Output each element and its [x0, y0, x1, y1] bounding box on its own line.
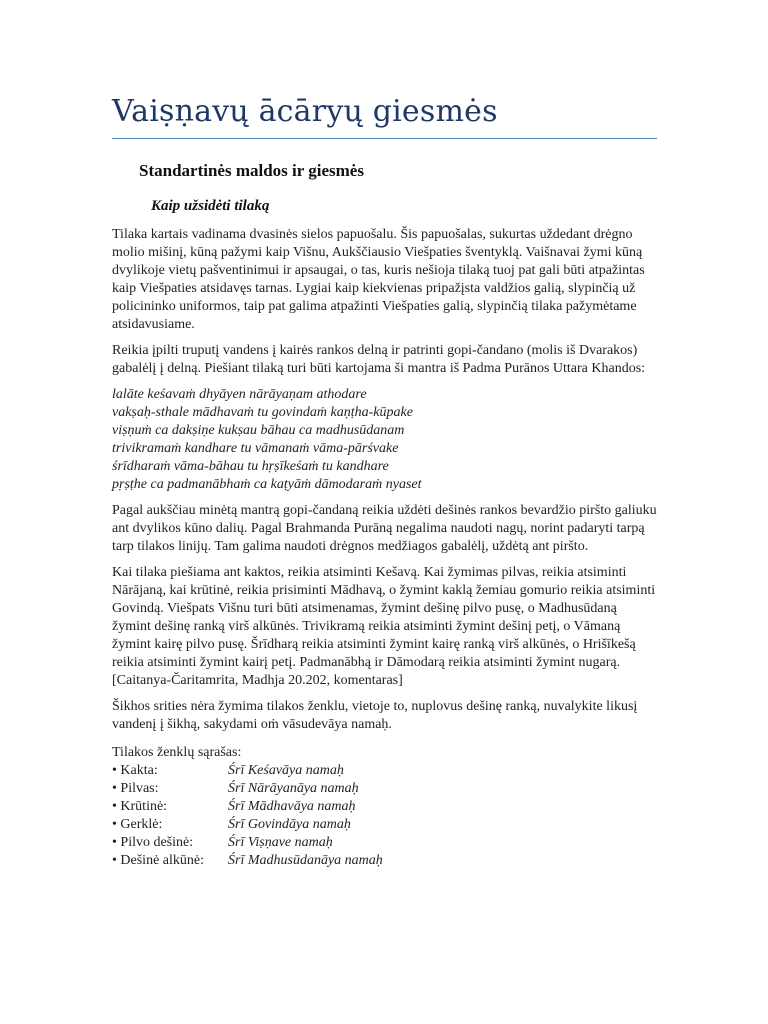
verse-line: vakṣaḥ-sthale mādhavaṁ tu govindaṁ kaṇṭha-kūpake [112, 405, 413, 420]
list-item [112, 816, 657, 834]
list-item-label: • Kakta: [112, 763, 158, 778]
list-item-mantra: Śrī Govindāya namaḥ [228, 817, 351, 832]
list-heading: Tilakos ženklų sąrašas: [112, 745, 242, 760]
verse-line: lalāte keśavaṁ dhyāyen nārāyaṇam athodare [112, 387, 367, 402]
list-item [112, 762, 657, 780]
paragraph-remembrance: Kai tilaka piešiama ant kaktos, reikia atsiminti Kešavą. Kai žymimas pilvas, reikia atsiminti Nārājaną, kai krūtinė, reikia prisiminti Mādhavą, o žymint kaklą žemiau gomurio reikia atsiminti Govindą. Viešpats Višnu turi būti atsimenamas, žymint dešinę pilvo pusę, o Madhusūdaną žymint dešinę ranką virš alkūnės. Trivikramą reikia atsiminti žymint dešinį petį, o Vāmaną žymint kairę pilvo pusę. Šrīdharą reikia atsiminti žymint kairę ranką virš alkūnės, o Hrišīkešą reikia atsiminti žymint kairį petį. Padmanābhą ir Dāmodarą reikia atsiminti žymint nugarą. [Caitanya-Čaritamrita, Madhja 20.202, komentaras] [112, 565, 656, 688]
list-item-mantra: Śrī Madhusūdanāya namaḥ [228, 853, 383, 868]
list-item [112, 834, 657, 852]
paragraph-sikha: Šikhos srities nėra žymima tilakos ženklu, vietoje to, nuplovus dešinę ranką, nuvalykite likusį vandenį į šikhą, sakydami oṁ vāsudevāya namaḥ. [112, 699, 638, 732]
list-item [112, 852, 657, 870]
list-item-label: • Pilvas: [112, 781, 159, 796]
list-item [112, 798, 657, 816]
list-item-mantra: Śrī Keśavāya namaḥ [228, 763, 344, 778]
subsection-heading: Kaip užsidėti tilaką [151, 198, 270, 214]
page-title: Vaiṣṇavų ācāryų giesmės [112, 94, 498, 129]
tilaka-list [112, 744, 657, 870]
list-item-label: • Krūtinė: [112, 799, 168, 814]
section-heading: Standartinės maldos ir giesmės [139, 161, 364, 180]
verse-line: trivikramaṁ kandhare tu vāmanaṁ vāma-pārśvake [112, 441, 399, 456]
mantra-verses [112, 386, 657, 494]
list-item-mantra: Śrī Nārāyanāya namaḥ [228, 781, 359, 796]
verse-line: śrīdharaṁ vāma-bāhau tu hṛṣīkeśaṁ tu kandhare [112, 459, 389, 474]
paragraph-instructions: Reikia įpilti truputį vandens į kairės rankos delną ir patrinti gopi-čandano (molis iš Dvarakos) gabalėlį į delną. Piešiant tilaką turi būti kartojama ši mantra iš Padma Purānos Uttara Khandos: [112, 343, 646, 376]
verse-line: pṛṣṭhe ca padmanābhaṁ ca kaṭyāṁ dāmodaraṁ nyaset [112, 477, 422, 492]
list-item [112, 780, 657, 798]
paragraph-application: Pagal aukščiau minėtą mantrą gopi-čandaną reikia uždėti dešinės rankos bevardžio piršto galiuku ant dvylikos kūno dalių. Pagal Brahmanda Purāną negalima naudoti nagų, norint padaryti tarpą tarp tilakos linijų. Tam galima naudoti drėgnos medžiagos gabalėlį, uždėtą ant piršto. [112, 503, 657, 554]
list-item-mantra: Śrī Viṣṇave namaḥ [228, 835, 333, 850]
list-item-label: • Gerklė: [112, 817, 163, 832]
list-item-mantra: Śrī Mādhavāya namaḥ [228, 799, 356, 814]
paragraph-intro: Tilaka kartais vadinama dvasinės sielos papuošalu. Šis papuošalas, sukurtas uždedant drėgno molio mišinį, kūną pažymi kaip Višnu, Aukščiausio Viešpaties šventyklą. Vaišnavai žymi kūną dvylikoje vietų pašventinimui ir apsaugai, o tas, kuris nešioja tilaką tuoj pat gali būti atpažintas kaip Viešpaties atsidavęs tarnas. Lygiai kaip kiekvienas pripažįsta valdžios galią, slypinčią už policininko uniformos, taip pat galima atpažinti Viešpaties galią, slypinčią tilaka pažymėtame atsidavusiame. [112, 227, 645, 332]
verse-line: viṣṇuṁ ca dakṣiṇe kukṣau bāhau ca madhusūdanam [112, 423, 405, 438]
list-item-label: • Pilvo dešinė: [112, 835, 194, 850]
title-divider [112, 138, 657, 139]
document-body [112, 226, 657, 870]
list-item-label: • Dešinė alkūnė: [112, 853, 204, 868]
